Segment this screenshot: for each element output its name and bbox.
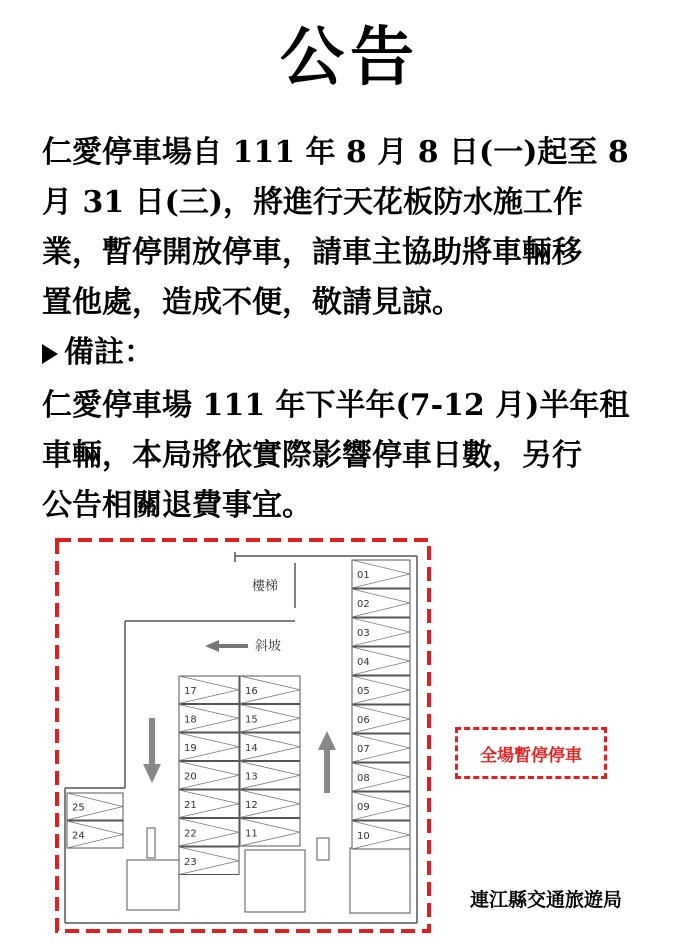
parking-space-12 [240,790,300,818]
parking-space-24 [67,821,123,848]
body-line-2: 月 31 日(三)，將進行天花板防水施工作 [42,185,584,220]
parking-space-number: 22 [184,828,197,840]
parking-space-number: 13 [245,771,258,783]
parking-space-02 [352,589,410,617]
arrow-bullet-icon [42,344,58,364]
parking-space-22 [179,819,239,847]
parking-space-number: 11 [245,828,258,840]
parking-space-number: 05 [357,686,370,697]
body-line-3: 業，暫停開放停車，請車主協助將車輛移 [42,235,582,270]
parking-space-number: 01 [357,570,370,581]
agency-name: 連江縣交通旅遊局 [470,889,623,911]
closed-notice-box: 全場暫停停車 [455,727,607,779]
note-line-3: 公告相關退費事宜。 [42,488,312,523]
note-heading [42,333,154,373]
down-arrow-icon [143,718,161,783]
parking-space-14 [240,733,300,761]
parking-space-13 [240,762,300,790]
body-line-1: 仁愛停車場自 111 年 8 月 8 日(一)起至 8 [42,135,629,170]
parking-space-number: 07 [357,744,370,755]
parking-space-number: 15 [245,714,258,726]
parking-space-23 [179,847,239,875]
parking-space-number: 25 [72,802,85,814]
parking-space-number: 21 [184,799,197,811]
parking-space-number: 23 [184,856,197,868]
parking-floor-plan [55,538,431,933]
body-line-4: 置他處，造成不便，敬請見諒。 [42,285,462,320]
parking-space-10 [352,821,410,849]
parking-space-06 [352,705,410,733]
parking-space-04 [352,647,410,675]
parking-space-25 [67,793,123,820]
parking-space-number: 17 [184,685,197,697]
parking-space-21 [179,790,239,818]
note-line-2: 車輛，本局將依實際影響停車日數，另行 [42,438,582,473]
parking-space-number: 03 [357,628,370,639]
parking-space-07 [352,734,410,762]
parking-space-15 [240,705,300,733]
parking-space-number: 20 [184,771,197,783]
up-arrow-icon [318,731,336,793]
parking-space-09 [352,792,410,820]
parking-space-number: 02 [357,599,370,610]
parking-space-20 [179,762,239,790]
parking-space-16 [240,676,300,704]
note-heading-text: 備註： [64,335,154,370]
stairs-label: 樓梯 [252,579,279,594]
parking-space-number: 06 [357,715,370,726]
parking-space-11 [240,819,300,847]
parking-space-number: 12 [245,799,258,811]
parking-space-number: 04 [357,657,370,668]
parking-space-number: 10 [357,831,370,842]
parking-space-03 [352,618,410,646]
parking-space-number: 09 [357,802,370,813]
notice-title: 公告 [280,20,420,95]
ramp-arrow-icon [205,640,248,652]
parking-space-17 [179,676,239,704]
parking-space-number: 16 [245,685,258,697]
parking-space-05 [352,676,410,704]
parking-space-08 [352,763,410,791]
parking-space-number: 19 [184,742,197,754]
parking-space-number: 24 [72,830,85,842]
parking-space-18 [179,705,239,733]
ramp-label: 斜坡 [255,639,282,654]
note-line-1: 仁愛停車場 111 年下半年(7-12 月)半年租 [42,388,630,423]
parking-space-number: 14 [245,742,258,754]
parking-space-number: 08 [357,773,370,784]
parking-space-01 [352,560,410,588]
parking-space-number: 18 [184,714,197,726]
parking-space-19 [179,733,239,761]
